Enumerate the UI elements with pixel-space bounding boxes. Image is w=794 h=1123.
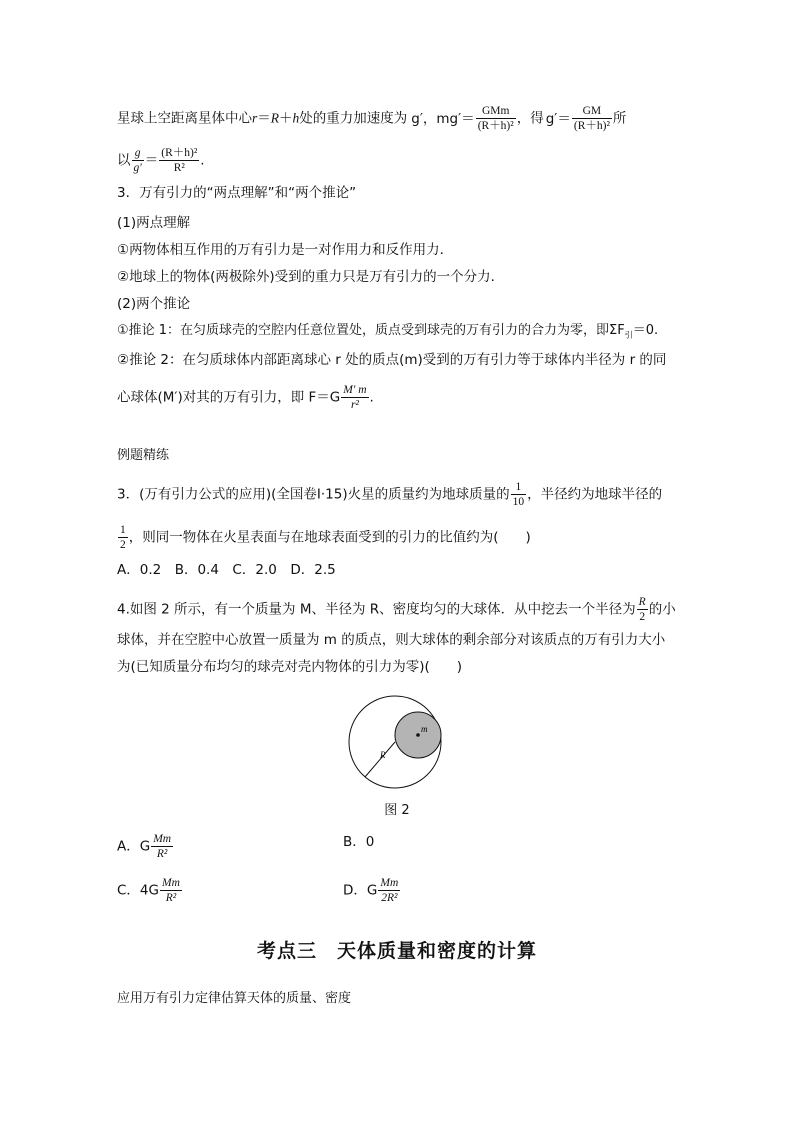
point-2: ②地球上的物体(两极除外)受到的重力只是万有引力的一个分力． [117, 269, 505, 285]
section-3-title: 3．万有引力的“两点理解”和“两个推论” [117, 185, 357, 201]
point-1: ①两物体相互作用的万有引力是一对作用力和反作用力． [117, 242, 454, 258]
fraction-r-ratio: $\frac{\text{(R＋h)²}}{\text{R²}}$ [161, 147, 198, 174]
figure-2-caption: 图 2 [384, 803, 410, 818]
closing-line: 应用万有引力定律估算天体的质量、密度 [117, 991, 352, 1006]
fraction-g-ratio: $\frac{g}{g'}$ [133, 147, 142, 174]
fraction-one-half: $\frac{1}{2}$ [120, 524, 126, 551]
label-R: R [380, 750, 386, 760]
sphere-diagram-svg [345, 693, 455, 793]
subsection-two-corollaries: (2)两个推论 [117, 296, 191, 312]
question-3-line2: $\frac{1}{2}$ ，则同一物体在火星表面与在地球表面受到的引力的比值约为( ) [120, 524, 531, 551]
corollary-1: ①推论 1：在匀质球壳的空腔内任意位置处，质点受到球壳的万有引力的合力为零，即$\Sigma F_引=0$. [117, 323, 659, 340]
corollary-2-line1: ②推论 2：在匀质球体内部距离球心 r 处的质点(m)受到的万有引力等于球体内半径为 r 的同 [117, 352, 667, 368]
mass-point [416, 733, 420, 737]
question-4-line1: 4.如图 2 所示，有一个质量为 M、半径为 R、密度均匀的大球体．从中挖去一个半径为 $\frac{R}{2}$ 的小 [117, 596, 676, 623]
fraction-m-prime: $\frac{M' m}{\text{r²}}$ [343, 384, 367, 411]
option-c: C．4G $\frac{Mm}{\text{R²}}$ [117, 877, 180, 904]
question-3-line1: 3．(万有引力公式的应用)(全国卷Ⅰ·15)火星的质量约为地球质量的 $\frac{1}{10}$ ，半径约为地球半径的 [117, 481, 663, 508]
figure-2-sphere-diagram [345, 693, 455, 797]
label-m: m [421, 724, 428, 734]
fraction-gmm: $\frac{\text{GMm}}{\text{(R＋h)²}}$ [477, 105, 514, 132]
option-b: B．0 [343, 834, 375, 850]
option-a: A．G $\frac{Mm}{\text{R²}}$ [117, 833, 172, 860]
fraction-one-tenth: $\frac{1}{10}$ [512, 481, 525, 508]
gravity-altitude-line: 星球上空距离星体中心r＝R＋h处的重力加速度为 g′，mg′＝ $\frac{\text{GMm}}{\text{(R＋h)²}}$ ，得 g′＝ $\frac{GM}{\text{(R＋h)²}}$ 所 [117, 105, 627, 132]
practice-title: 例题精练 [117, 448, 170, 463]
question-3-options: A．0.2 B．0.4 C．2.0 D．2.5 [117, 562, 336, 578]
gravity-ratio-line: 以 $\frac{g}{g'}$ ＝ $\frac{\text{(R＋h)²}}{\text{R²}}$ . [117, 147, 205, 174]
corollary-2-line2: 心球体(M′)对其的万有引力，即 F＝G $\frac{M' m}{\text{r²}}$ . [117, 384, 374, 411]
fraction-r-half: $\frac{R}{2}$ [638, 596, 646, 623]
subsection-two-points: (1)两点理解 [117, 215, 191, 231]
fraction-gm: $\frac{GM}{\text{(R＋h)²}}$ [573, 105, 610, 132]
question-4-line3: 为(已知质量分布均匀的球壳对壳内物体的引力为零)( ) [117, 659, 463, 675]
section-heading: 考点三 天体质量和密度的计算 [256, 940, 537, 962]
question-4-line2: 球体，并在空腔中心放置一质量为 m 的质点，则大球体的剩余部分对该质点的万有引力大小 [117, 632, 666, 648]
option-d: D．G $\frac{Mm}{\text{2R²}}$ [343, 877, 399, 904]
